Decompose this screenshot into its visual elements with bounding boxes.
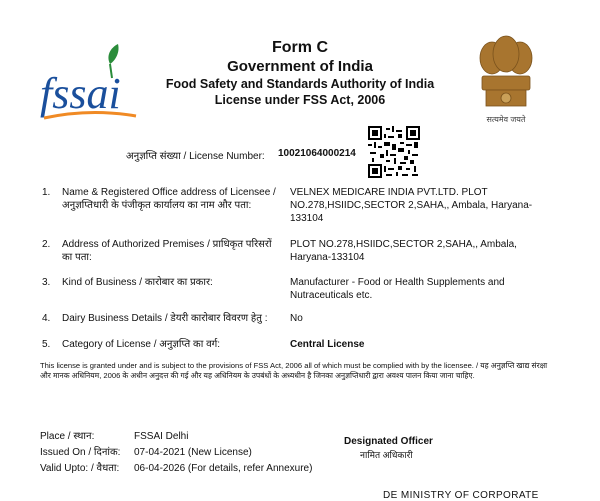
item-number: 2. (42, 239, 51, 250)
item-number: 3. (42, 277, 51, 288)
issued-value: 07-04-2021 (New License) (134, 447, 252, 458)
item-number: 1. (42, 187, 51, 198)
item-5-value: Central License (290, 339, 365, 350)
authority-title: Food Safety and Standards Authority of India (165, 77, 435, 91)
ministry-stamp-text: DE MINISTRY OF CORPORATE (383, 490, 539, 501)
form-title: Form C (272, 39, 328, 56)
item-4-label: Dairy Business Details / डेयरी कारोबार विवरण हेतु : (62, 313, 268, 324)
issued-label: Issued On / दिनांक: (40, 447, 121, 458)
item-3-label: Kind of Business / कारोबार का प्रकार: (62, 277, 213, 288)
valid-label: Valid Upto: / वैधता: (40, 463, 120, 474)
item-5-label: Category of License / अनुज्ञप्ति का वर्ग: (62, 339, 221, 350)
national-emblem-icon (470, 28, 542, 120)
item-number: 4. (42, 313, 51, 324)
item-3-value: Manufacturer - Food or Health Supplements and Nutraceuticals etc. (290, 277, 505, 301)
government-title: Government of India (227, 58, 373, 75)
designated-officer: Designated Officer (344, 436, 433, 447)
place-value: FSSAI Delhi (134, 431, 189, 442)
fssai-logo (40, 38, 140, 128)
legal-note: This license is granted under and is subject to the provisions of FSS Act, 2006 all of which must be complied with by the licensee. / यह अनुज्ञप्ति खाद्य संरक्षा और मानक अधिनियम, 2006 के अधीन अनुदत्त की गई और यह अधिनियम के उपबंधों के अध्यधीन है जिनका अनुज्ञप्तिधारी द्वारा अवश्य पालन किया जाना चाहिए. (40, 361, 548, 380)
place-label: Place / स्थान: (40, 431, 95, 442)
license-number-label: अनुज्ञप्ति संख्या / License Number: (126, 151, 265, 162)
item-4-value: No (290, 313, 303, 324)
document-header (130, 38, 470, 108)
item-2-label: Address of Authorized Premises / प्राधिकृत परिसरों का पता: (62, 239, 272, 263)
emblem-motto: सत्यमेव जयते (486, 115, 526, 124)
logo-text: fssai (40, 69, 121, 118)
item-number: 5. (42, 339, 51, 350)
item-1-value: VELNEX MEDICARE INDIA PVT.LTD. PLOT NO.278,HSIIDC,SECTOR 2,SAHA,, Ambala, Haryana-133104 (290, 187, 533, 224)
designated-officer-hindi: नामित अधिकारी (360, 450, 413, 460)
act-title: License under FSS Act, 2006 (214, 93, 386, 107)
item-1-label: Name & Registered Office address of Licensee / अनुज्ञप्तिधारी के पंजीकृत कार्यालय का नाम और पता: (62, 187, 276, 211)
license-number: 10021064000214 (278, 148, 356, 159)
valid-value: 06-04-2026 (For details, refer Annexure) (134, 463, 313, 474)
item-2-value: PLOT NO.278,HSIIDC,SECTOR 2,SAHA,, Ambala, Haryana-133104 (290, 239, 517, 263)
qr-code (368, 126, 420, 178)
